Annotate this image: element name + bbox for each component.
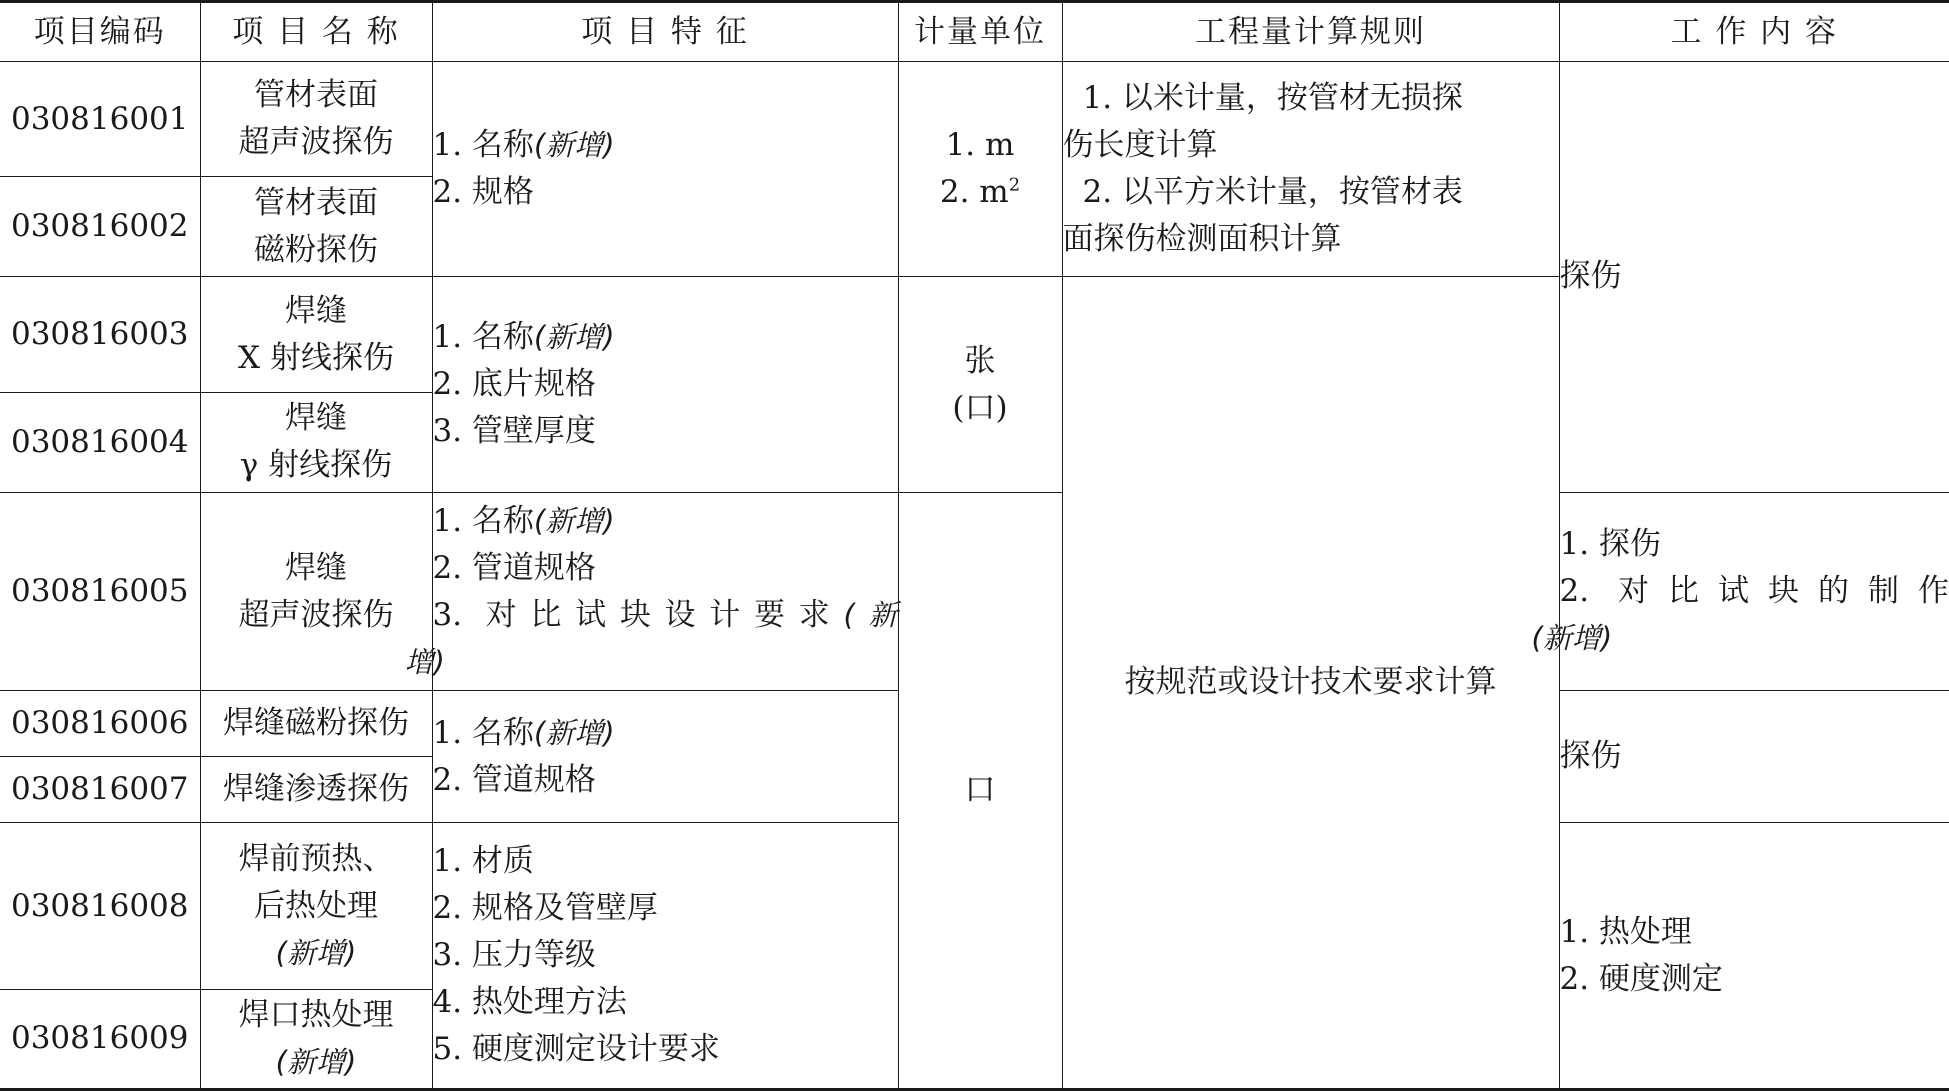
table-row [0, 492, 1949, 690]
header-features: 项 目 特 征 [432, 2, 898, 62]
item-code: 030816008 [0, 823, 200, 989]
item-code: 030816004 [0, 392, 200, 492]
item-unit: 1. m 2. $m^2$ [898, 62, 1062, 277]
item-features: 1. 名称(新增) 2. 底片规格 3. 管壁厚度 [432, 277, 898, 492]
item-code: 030816007 [0, 757, 200, 823]
item-name: 焊缝磁粉探伤 [200, 691, 432, 757]
item-features: 1. 名称(新增) 2. 管道规格 3. 对比试块设计要求(新 增) [432, 492, 898, 690]
item-name: 焊缝渗透探伤 [200, 757, 432, 823]
item-work: 1. 热处理 2. 硬度测定 [1559, 823, 1949, 1090]
header-work: 工 作 内 容 [1559, 2, 1949, 62]
header-row [0, 2, 1949, 62]
item-name: 管材表面 磁粉探伤 [200, 177, 432, 277]
item-work: 探伤 [1559, 691, 1949, 823]
header-rule: 工程量计算规则 [1062, 2, 1559, 62]
item-name: 焊口热处理 (新增) [200, 989, 432, 1089]
item-unit: 张 (口) [898, 277, 1062, 492]
item-unit: 口 [898, 492, 1062, 1089]
item-code: 030816006 [0, 691, 200, 757]
item-code: 030816002 [0, 177, 200, 277]
item-code: 030816009 [0, 989, 200, 1089]
header-name: 项 目 名 称 [200, 2, 432, 62]
item-name: 管材表面 超声波探伤 [200, 62, 432, 177]
table-row [0, 62, 1949, 177]
item-work: 1. 探伤 2. 对比试块的制作 (新增) [1559, 492, 1949, 690]
header-unit: 计量单位 [898, 2, 1062, 62]
item-name: 焊缝 γ 射线探伤 [200, 392, 432, 492]
item-features: 1. 名称(新增) 2. 管道规格 [432, 691, 898, 823]
item-code: 030816005 [0, 492, 200, 690]
item-code: 030816001 [0, 62, 200, 177]
item-name: 焊缝 超声波探伤 [200, 492, 432, 690]
item-name: 焊前预热、 后热处理 (新增) [200, 823, 432, 989]
item-rule: 1. 以米计量，按管材无损探 伤长度计算 2. 以平方米计量，按管材表 面探伤检测面积计算 [1062, 62, 1559, 277]
item-rule: 按规范或设计技术要求计算 [1062, 277, 1559, 1090]
header-code: 项目编码 [0, 2, 200, 62]
item-name: 焊缝 X 射线探伤 [200, 277, 432, 392]
item-code: 030816003 [0, 277, 200, 392]
item-work: 探伤 [1559, 62, 1949, 493]
item-features: 1. 材质 2. 规格及管壁厚 3. 压力等级 4. 热处理方法 5. 硬度测定设计要求 [432, 823, 898, 1090]
item-features: 1. 名称(新增) 2. 规格 [432, 62, 898, 277]
